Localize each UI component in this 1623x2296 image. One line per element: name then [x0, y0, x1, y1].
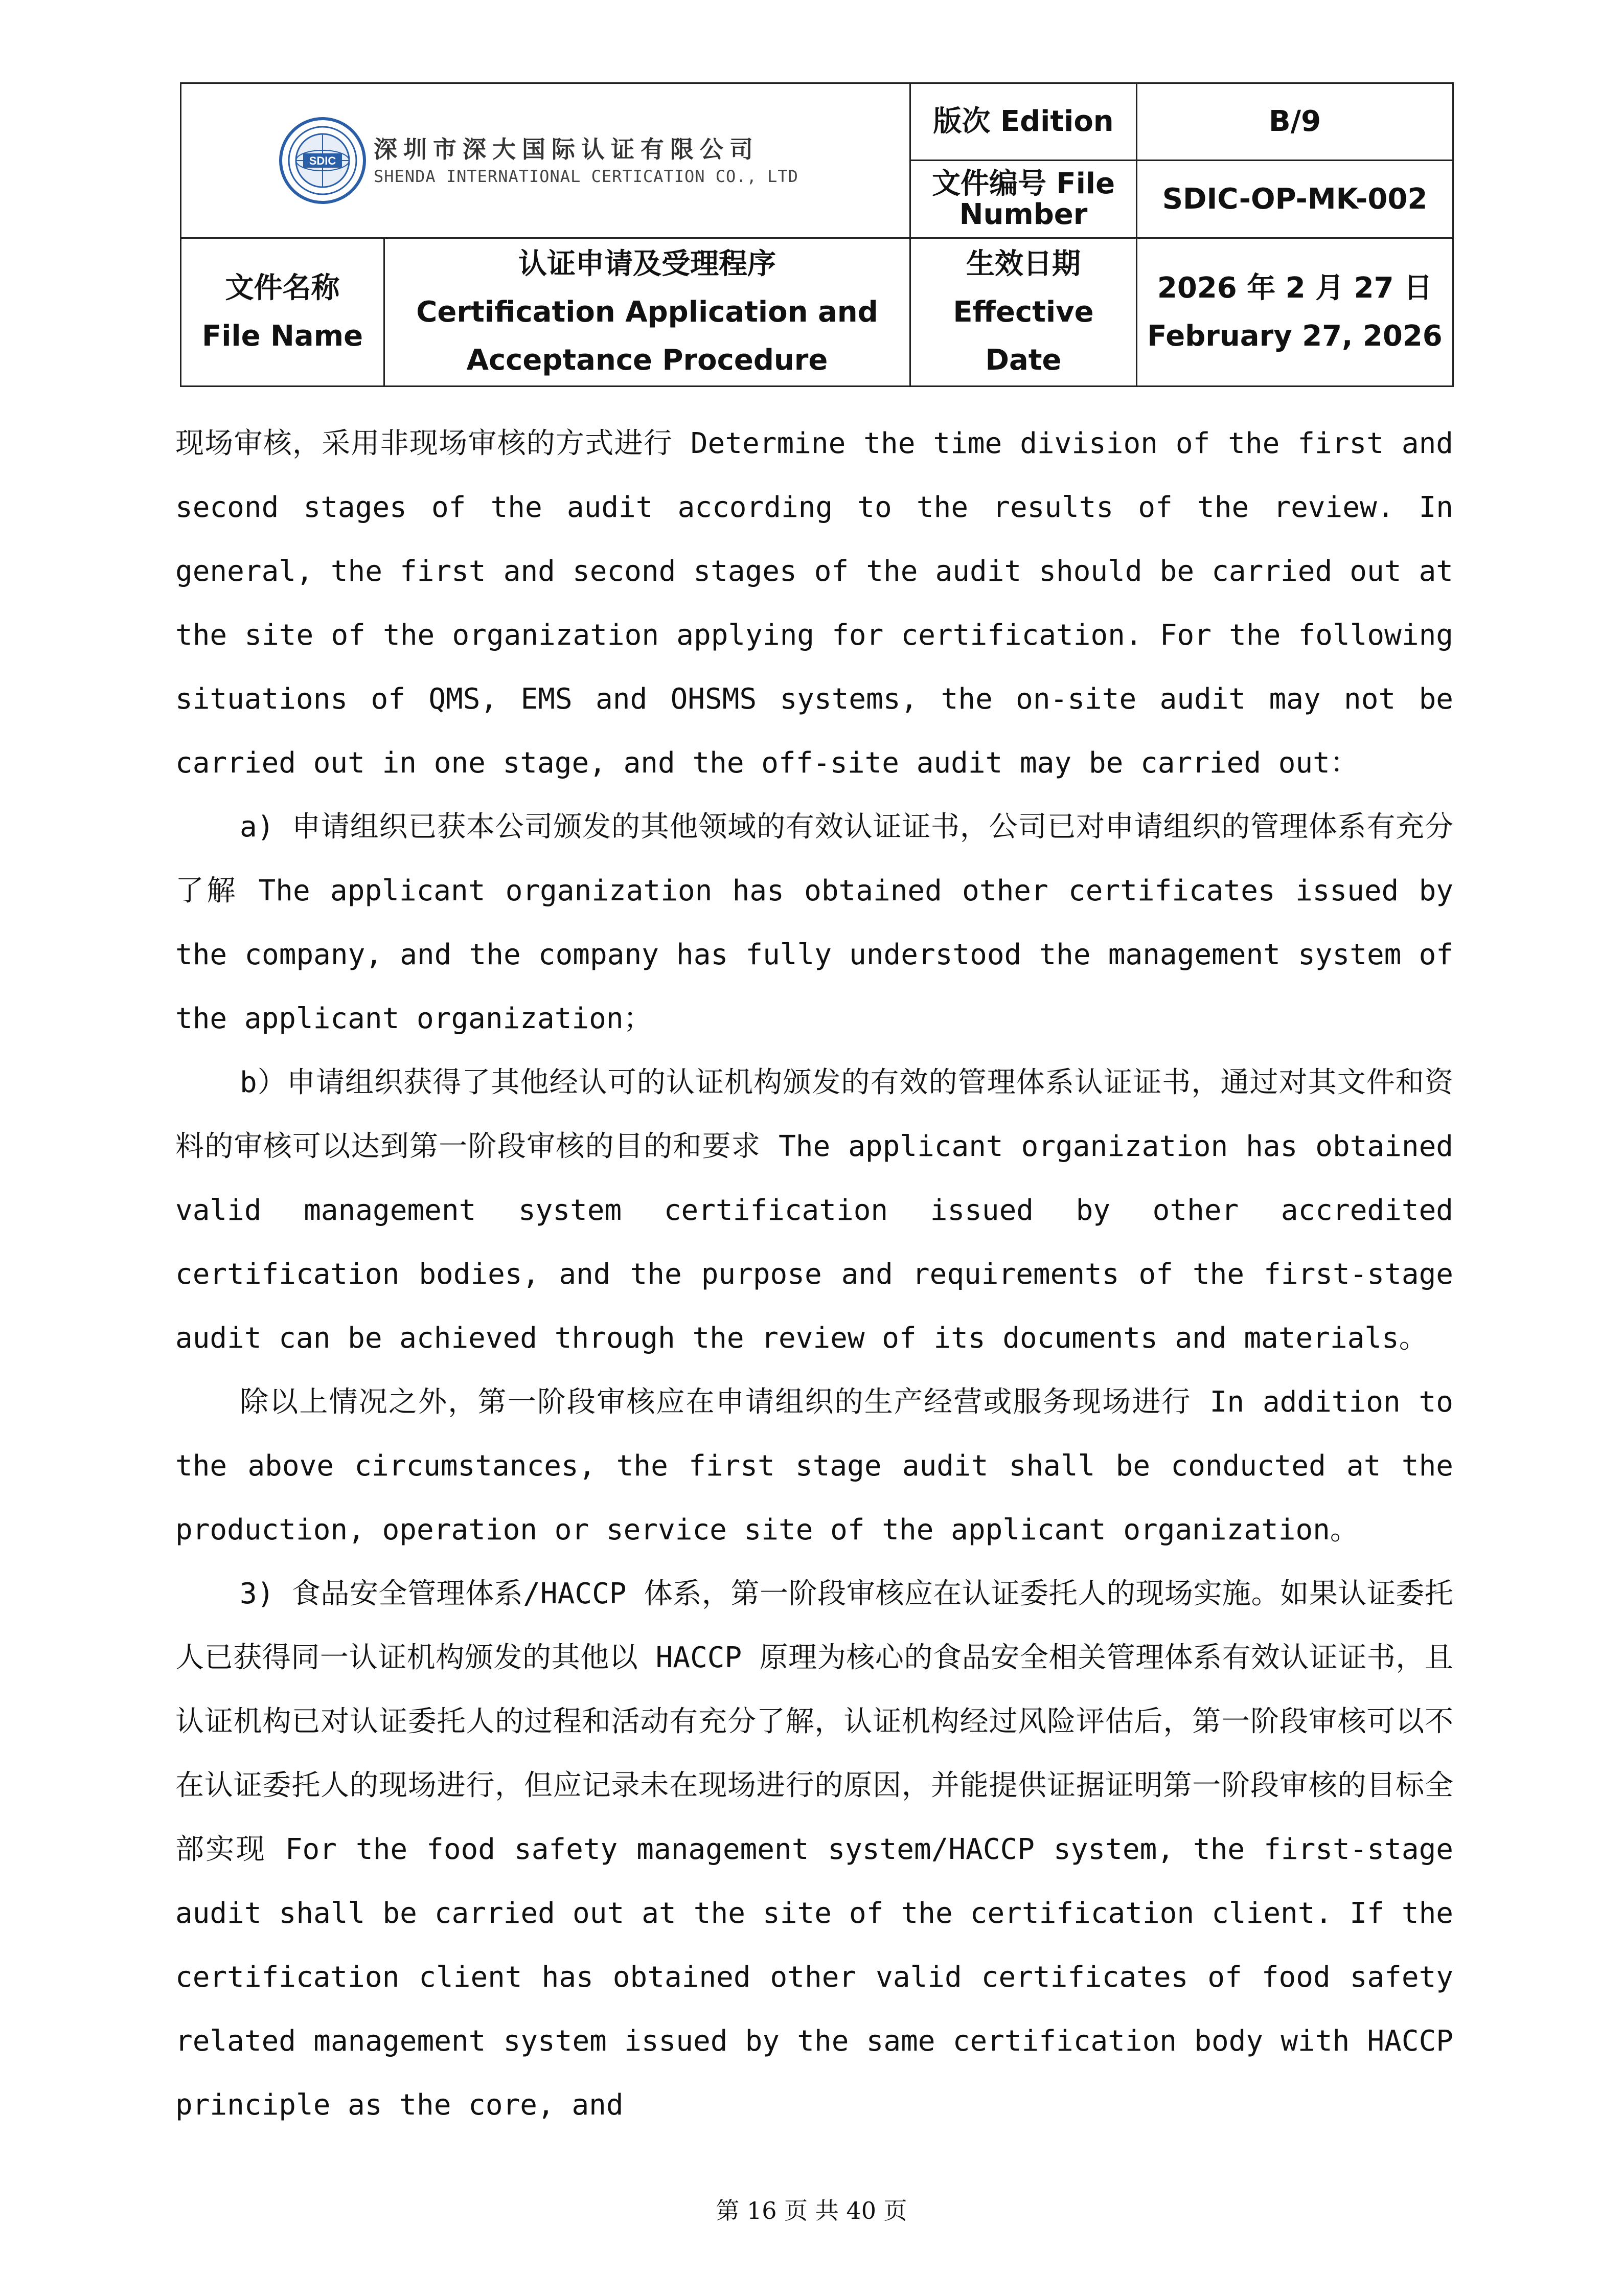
company-logo-cell [181, 84, 911, 239]
edition-value: B/9 [1268, 105, 1321, 138]
file-name-en-line2: Acceptance Procedure [466, 343, 828, 377]
effective-label-cell [911, 239, 1137, 385]
file-name-label-cell [181, 239, 385, 385]
company-name-en: SHENDA INTERNATIONAL CERTICATION CO., LTD [374, 167, 798, 186]
effective-label-en-line2: Date [985, 343, 1062, 377]
file-name-label-cn: 文件名称 [225, 271, 340, 305]
effective-date-cell [1137, 239, 1452, 385]
body-paragraph-exception: 除以上情况之外，第一阶段审核应在申请组织的生产经营或服务现场进行 In addition to the above circumstances, the first stage audit shall be conducted at the production, operation or service site of the applicant organization。 [175, 1385, 1453, 1547]
file-number-value-cell [1137, 161, 1452, 239]
edition-value-cell [1137, 84, 1452, 161]
file-name-value-cell [385, 239, 911, 385]
seal-logo-text: SDIC [309, 154, 336, 167]
sdic-seal-icon [279, 117, 367, 204]
company-name-cn: 深圳市深大国际认证有限公司 [374, 135, 759, 163]
page-number-footer: 第 16 页 共 40 页 [716, 2197, 907, 2224]
file-name-en-line1: Certification Application and [416, 295, 878, 329]
file-number-label-cn: 文件编号 File [931, 167, 1115, 200]
body-paragraph-item-a: a) 申请组织已获本公司颁发的其他领域的有效认证证书，公司已对申请组织的管理体系有充分了解 The applicant organization has obtained other certificates issued by the company, and the company has fully understood the management system of the applicant organization； [175, 810, 1453, 1035]
document-body [175, 412, 1453, 2137]
body-paragraph-item-b: b）申请组织获得了其他经认可的认证机构颁发的有效的管理体系认证证书，通过对其文件和资料的审核可以达到第一阶段审核的目的和要求 The applicant organization has obtained valid management system certification issued by other accredited certification bodies, and the purpose and requirements of the first-stage audit can be achieved through the review of its documents and materials。 [175, 1066, 1453, 1355]
effective-label-en-line1: Effective [953, 295, 1094, 329]
effective-date-cn: 2026 年 2 月 27 日 [1157, 271, 1433, 305]
document-header-table [180, 82, 1454, 387]
body-paragraph-food-safety: 3) 食品安全管理体系/HACCP 体系，第一阶段审核应在认证委托人的现场实施。如果认证委托人已获得同一认证机构颁发的其他以 HACCP 原理为核心的食品安全相关管理体系有效认证证书，且认证机构已对认证委托人的过程和活动有充分了解，认证机构经过风险评估后，第一阶段审核可以不在认证委托人的现场进行，但应记录未在现场进行的原因，并能提供证据证明第一阶段审核的目标全部实现 For the food safety management system/HACCP system, the first-stage audit shall be carried out at the site of the certification client. If the certification client has obtained other valid certificates of food safety related management system issued by the same certification body with HACCP principle as the core, and [175, 1577, 1453, 2122]
edition-label-cell [911, 84, 1137, 161]
file-name-label-en: File Name [201, 319, 363, 353]
file-name-cn: 认证申请及受理程序 [518, 247, 776, 281]
body-paragraph-1: 现场审核，采用非现场审核的方式进行 Determine the time division of the first and second stages of the audit according to the results of the review. In general, the first and second stages of the audit should be carried out at the site of the organization applying for certification. For the following situations of QMS, EMS and OHSMS systems, the on-site audit may not be carried out in one stage, and the off-site audit may be carried out： [175, 427, 1453, 780]
file-number-label-en: Number [959, 197, 1088, 231]
effective-date-en: February 27, 2026 [1147, 319, 1443, 353]
file-number-label-cell [911, 161, 1137, 239]
effective-label-cn: 生效日期 [966, 247, 1081, 281]
file-number-value: SDIC-OP-MK-002 [1162, 182, 1428, 216]
edition-label: 版次 Edition [933, 105, 1114, 138]
